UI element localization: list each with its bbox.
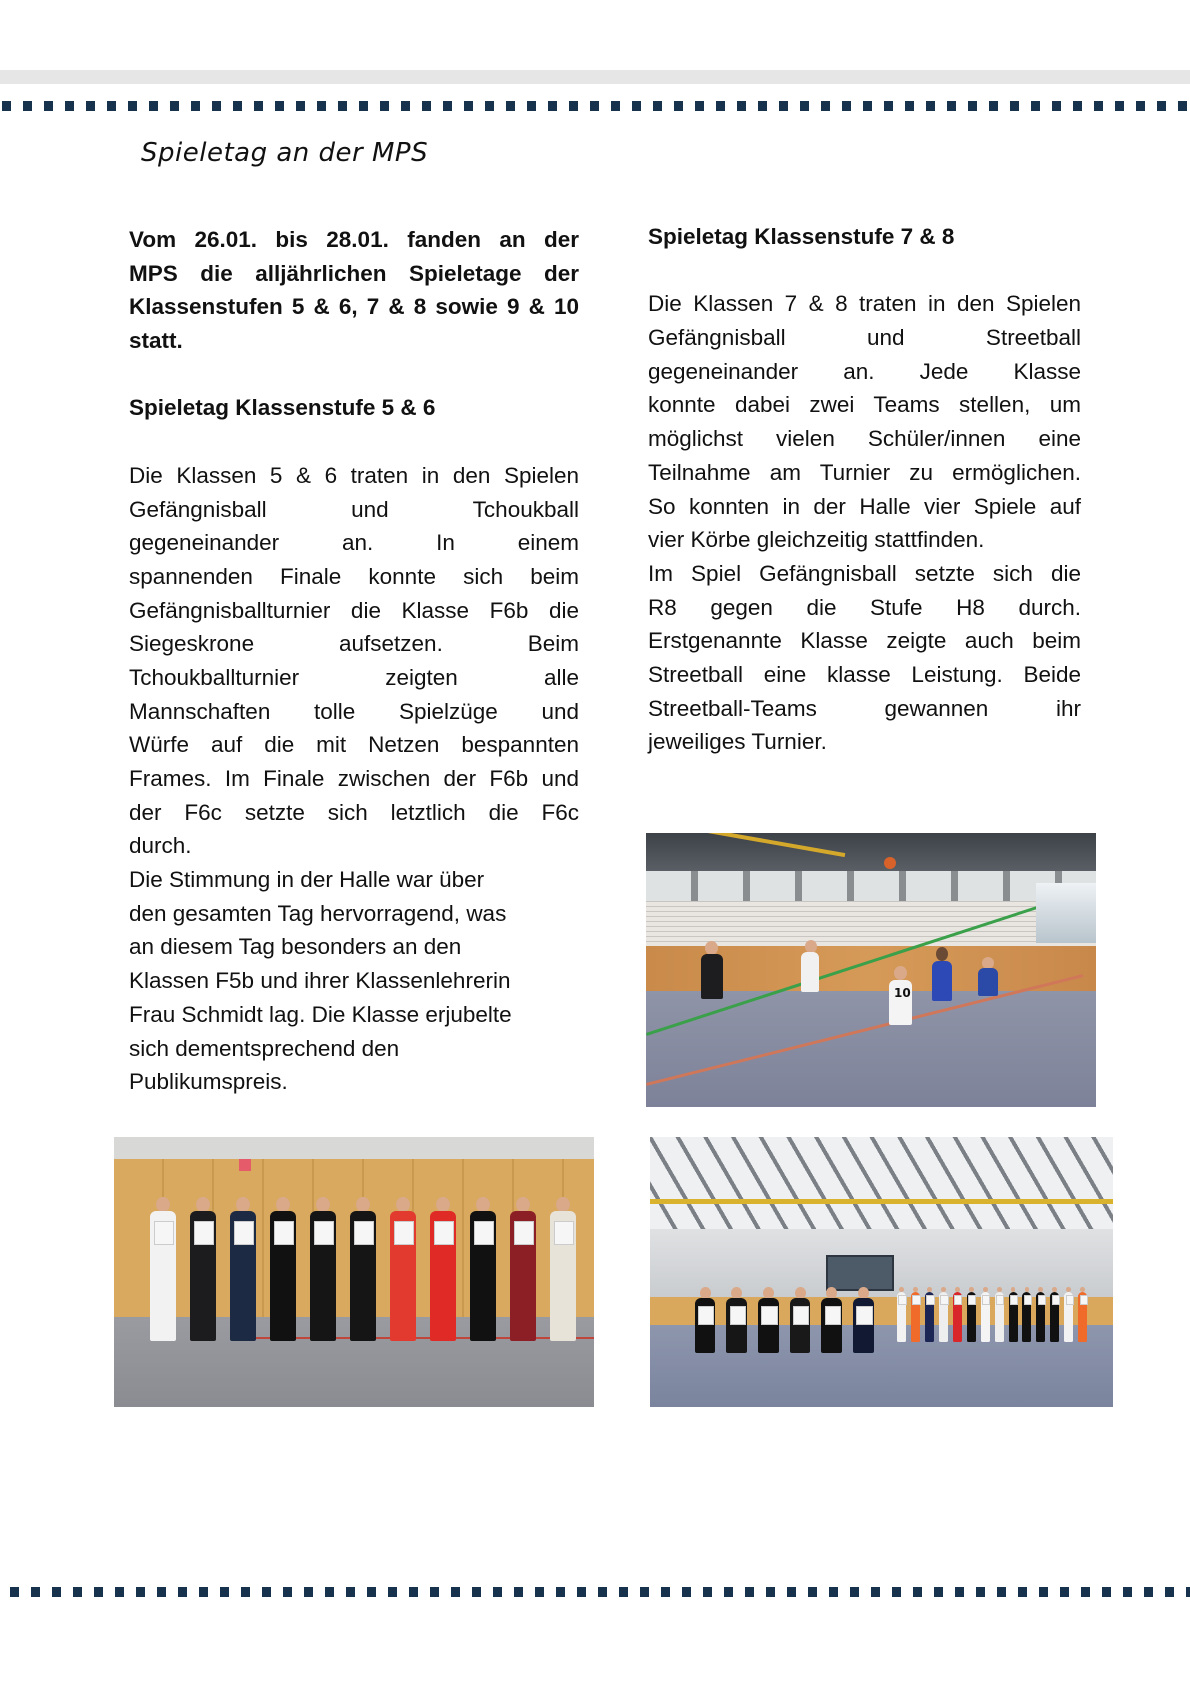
certificate <box>1010 1295 1018 1305</box>
certificate <box>394 1221 414 1245</box>
text-line: gegeneinander an. In einem <box>129 530 579 556</box>
dotted-divider-bottom <box>0 1587 1190 1597</box>
text-line: Frames. Im Finale zwischen der F6b und <box>129 766 579 791</box>
jersey-number: 10 <box>894 986 911 1000</box>
text-line: spannenden Finale konnte sich beim <box>129 563 579 589</box>
certificate <box>940 1295 948 1305</box>
text-line: Erstgenannte Klasse zeigte auch beim <box>648 628 1081 654</box>
text-line: Klassenstufen 5 & 6, 7 & 8 sowie 9 & 10 <box>129 294 579 320</box>
certificate <box>996 1295 1004 1305</box>
text-line: Gefängnisballturnier die Klasse F6b die <box>129 597 579 623</box>
text-line: Siegeskrone aufsetzen. Beim <box>129 631 579 657</box>
basketball-icon <box>884 857 896 869</box>
certificate <box>514 1221 534 1245</box>
certificate <box>856 1306 872 1325</box>
text-line: Die Stimmung in der Halle war über <box>129 867 485 893</box>
certificate <box>825 1306 841 1325</box>
page-title: Spieletag an der MPS <box>141 138 429 168</box>
text-line: So konnten in der Halle vier Spiele auf <box>648 493 1081 519</box>
certificate <box>793 1306 809 1325</box>
text-line: Streetball eine klasse Leistung. Beide <box>648 661 1081 687</box>
text-line: Die Klassen 5 & 6 traten in den Spielen <box>129 462 579 488</box>
text-line: möglichst vielen Schüler/innen eine <box>648 426 1081 452</box>
certificate <box>926 1295 934 1305</box>
certificate <box>982 1295 990 1305</box>
certificate <box>1052 1295 1060 1305</box>
person-head <box>763 1287 774 1299</box>
intro-paragraph <box>129 223 579 358</box>
text-line: Teilnahme am Turnier zu ermöglichen. <box>648 459 1081 485</box>
text-line: gegeneinander an. Jede Klasse <box>648 358 1081 384</box>
photo-group-5-6 <box>114 1137 594 1407</box>
person-head <box>795 1287 806 1299</box>
paragraph-5-6-results <box>129 459 579 863</box>
text-line: Publikumspreis. <box>129 1069 288 1095</box>
text-line: Frau Schmidt lag. Die Klasse erjubelte <box>129 1001 512 1027</box>
certificate <box>698 1306 714 1325</box>
text-line: Streetball-Teams gewannen ihr <box>648 695 1081 721</box>
text-line: MPS die alljährlichen Spieletage der <box>129 260 579 286</box>
text-line: konnte dabei zwei Teams stellen, um <box>648 392 1081 418</box>
paragraph-5-6-atmosphere <box>129 863 579 1099</box>
paragraph-7-8-format <box>648 287 1081 557</box>
text-line: Im Spiel Gefängnisball setzte sich die <box>648 560 1081 586</box>
certificate <box>730 1306 746 1325</box>
right-column <box>648 220 1081 759</box>
text-line: jeweiliges Turnier. <box>648 729 827 755</box>
certificate <box>274 1221 294 1245</box>
paragraph-7-8-results <box>648 557 1081 759</box>
text-line: Tchoukballturnier zeigten alle <box>129 664 579 690</box>
certificate <box>898 1295 906 1305</box>
certificate <box>954 1295 962 1305</box>
certificate <box>354 1221 374 1245</box>
text-line: sich dementsprechend den <box>129 1035 400 1061</box>
photo-group-7-8 <box>650 1137 1113 1407</box>
person-head <box>700 1287 711 1299</box>
text-line: Die Klassen 7 & 8 traten in den Spielen <box>648 291 1081 317</box>
certificate <box>1038 1295 1046 1305</box>
dotted-divider-top <box>0 101 1190 111</box>
text-line: Klassen F5b und ihrer Klassenlehrerin <box>129 968 511 994</box>
text-line: Gefängnisball und Tchoukball <box>129 496 579 522</box>
certificate <box>554 1221 574 1245</box>
certificate <box>1080 1295 1088 1305</box>
text-line: Mannschaften tolle Spielzüge und <box>129 698 579 724</box>
certificate <box>761 1306 777 1325</box>
certificate <box>434 1221 454 1245</box>
certificate <box>474 1221 494 1245</box>
text-line: statt. <box>129 328 183 354</box>
certificate <box>194 1221 214 1245</box>
certificate <box>1066 1295 1074 1305</box>
text-line: vier Körbe gleichzeitig stattfinden. <box>648 527 985 553</box>
text-line: der F6c setzte sich letztlich die F6c <box>129 799 579 825</box>
text-line: Würfe auf die mit Netzen bespannten <box>129 732 579 758</box>
person-head <box>858 1287 869 1299</box>
left-column <box>129 223 579 1099</box>
certificate <box>234 1221 254 1245</box>
text-line: an diesem Tag besonders an den <box>129 934 462 960</box>
text-line: durch. <box>129 833 192 859</box>
section-heading-5-6: Spieletag Klassenstufe 5 & 6 <box>129 395 436 421</box>
certificate <box>968 1295 976 1305</box>
section-heading-7-8: Spieletag Klassenstufe 7 & 8 <box>648 224 955 249</box>
certificate <box>314 1221 334 1245</box>
text-line: R8 gegen die Stufe H8 durch. <box>648 594 1081 620</box>
text-line: den gesamten Tag hervorragend, was <box>129 900 507 926</box>
header-bar <box>0 70 1190 84</box>
text-line: Vom 26.01. bis 28.01. fanden an der <box>129 227 579 252</box>
certificate <box>154 1221 174 1245</box>
certificate <box>912 1295 920 1305</box>
text-line: Gefängnisball und Streetball <box>648 325 1081 351</box>
photo-game-action <box>646 833 1096 1107</box>
certificate <box>1024 1295 1032 1305</box>
